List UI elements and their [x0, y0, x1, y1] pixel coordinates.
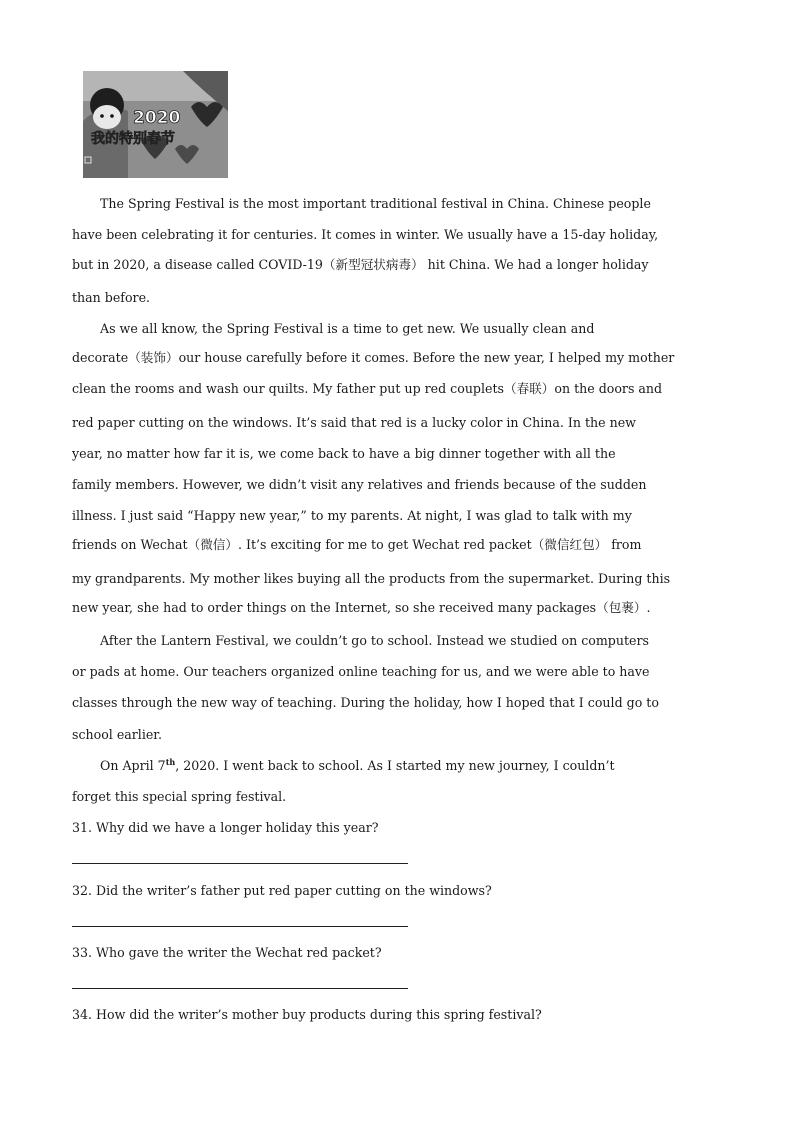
answer-line-33[interactable]: [72, 988, 408, 989]
passage-line: or pads at home. Our teachers organized online teaching for us, and we were able to have: [72, 664, 650, 679]
passage-line: classes through the new way of teaching. During the holiday, how I hoped that I could go to: [72, 695, 659, 710]
banner-caption: 我的特别春节: [91, 131, 175, 147]
passage-line: school earlier.: [72, 727, 162, 742]
answer-line-31[interactable]: [72, 863, 408, 864]
question-32: 32. Did the writer’s father put red paper cutting on the windows?: [72, 883, 492, 898]
passage-line: clean the rooms and wash our quilts. My father put up red couplets（春联）on the doors and: [72, 381, 663, 396]
date-text: On April 7: [100, 758, 166, 773]
passage-line: As we all know, the Spring Festival is a time to get new. We usually clean and: [100, 321, 595, 336]
banner-year: 2020: [133, 108, 181, 128]
question-31: 31. Why did we have a longer holiday this year?: [72, 820, 379, 835]
passage-line: The Spring Festival is the most important traditional festival in China. Chinese people: [100, 196, 651, 211]
passage-line: decorate（装饰）our house carefully before it comes. Before the new year, I helped my mother: [72, 350, 675, 365]
passage-line: illness. I just said “Happy new year,” to my parents. At night, I was glad to talk with my: [72, 508, 632, 523]
passage-line: my grandparents. My mother likes buying all the products from the supermarket. During this: [72, 571, 671, 586]
passage-line: red paper cutting on the windows. It’s said that red is a lucky color in China. In the new: [72, 415, 636, 430]
passage-line: [100, 758, 615, 774]
passage-line: but in 2020, a disease called COVID-19（新型冠状病毒） hit China. We had a longer holiday: [72, 257, 649, 272]
passage-line: forget this special spring festival.: [72, 789, 287, 804]
passage-line: have been celebrating it for centuries. It comes in winter. We usually have a 15-day holiday,: [72, 227, 659, 242]
passage-text: , 2020. I went back to school. As I started my new journey, I couldn’t: [175, 758, 615, 773]
passage-line: After the Lantern Festival, we couldn’t go to school. Instead we studied on computers: [100, 633, 649, 648]
passage-line: year, no matter how far it is, we come back to have a big dinner together with all the: [72, 446, 616, 461]
ordinal-suffix: th: [165, 756, 176, 767]
question-34: 34. How did the writer’s mother buy products during this spring festival?: [72, 1007, 542, 1022]
question-33: 33. Who gave the writer the Wechat red packet?: [72, 945, 382, 960]
holiday-banner-image: [83, 71, 228, 178]
passage-line: family members. However, we didn’t visit any relatives and friends because of the sudden: [72, 477, 647, 492]
passage-line: new year, she had to order things on the Internet, so she received many packages（包裹）.: [72, 600, 651, 615]
passage-line: than before.: [72, 290, 151, 305]
banner-graphic: [83, 71, 228, 178]
answer-line-32[interactable]: [72, 926, 408, 927]
passage-line: friends on Wechat（微信）. It’s exciting for me to get Wechat red packet（微信红包） from: [72, 537, 642, 552]
